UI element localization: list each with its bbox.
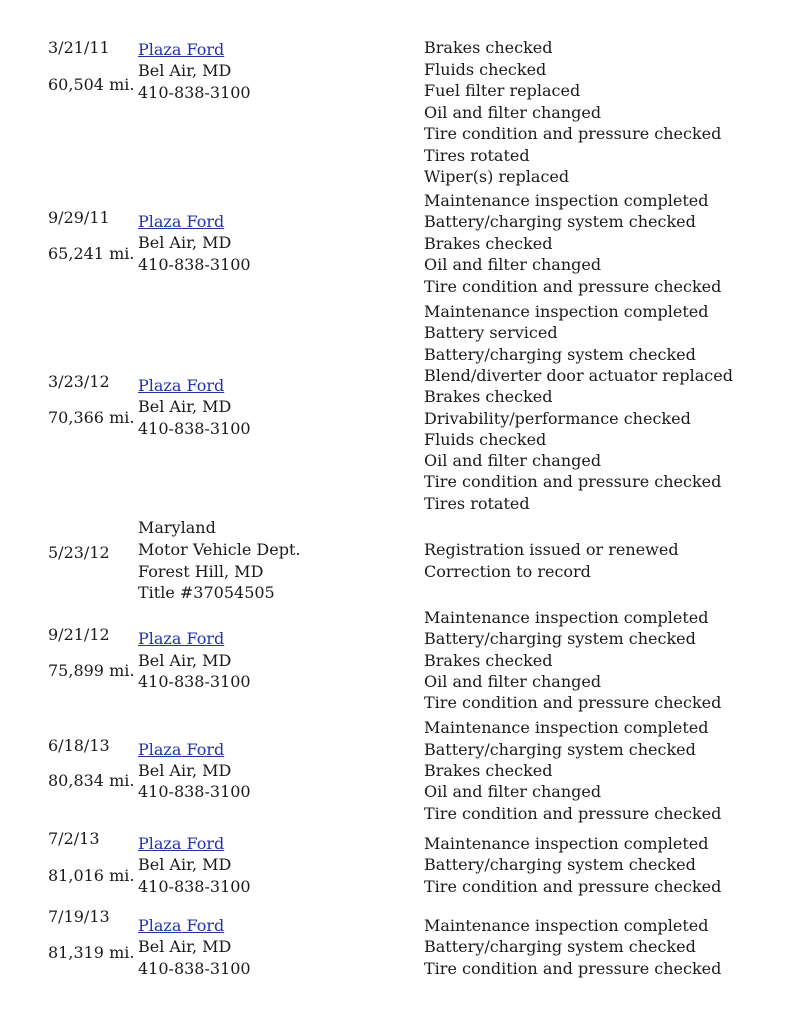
- record-date: 3/21/11: [48, 38, 110, 57]
- service-detail: Oil and filter changed: [424, 782, 602, 801]
- record-date: 7/19/13: [48, 907, 110, 926]
- service-detail: Tire condition and pressure checked: [424, 693, 722, 712]
- service-detail: Tire condition and pressure checked: [424, 959, 722, 978]
- service-detail: Registration issued or renewed: [424, 540, 679, 559]
- dealer-link[interactable]: Plaza Ford: [138, 40, 225, 59]
- source-name: Motor Vehicle Dept.: [138, 540, 301, 559]
- service-detail: Tire condition and pressure checked: [424, 472, 722, 491]
- service-detail: Wiper(s) replaced: [424, 167, 570, 186]
- service-detail: Battery/charging system checked: [424, 855, 696, 874]
- record-date: 9/21/12: [48, 625, 110, 644]
- service-detail: Maintenance inspection completed: [424, 718, 709, 737]
- source-phone: 410-838-3100: [138, 255, 251, 274]
- service-detail: Battery/charging system checked: [424, 740, 696, 759]
- dealer-link[interactable]: Plaza Ford: [138, 834, 225, 853]
- record-date: 3/23/12: [48, 372, 110, 391]
- source-phone: 410-838-3100: [138, 959, 251, 978]
- service-detail: Battery/charging system checked: [424, 212, 696, 231]
- service-detail: Battery/charging system checked: [424, 345, 696, 364]
- record-mileage: 75,899 mi.: [48, 661, 135, 680]
- service-detail: Blend/diverter door actuator replaced: [424, 366, 733, 385]
- service-detail: Oil and filter changed: [424, 103, 602, 122]
- service-detail: Oil and filter changed: [424, 255, 602, 274]
- source-location: Bel Air, MD: [138, 397, 232, 416]
- dealer-link[interactable]: Plaza Ford: [138, 629, 225, 648]
- source-phone: 410-838-3100: [138, 782, 251, 801]
- record-date: 9/29/11: [48, 208, 110, 227]
- service-detail: Battery/charging system checked: [424, 937, 696, 956]
- source-phone: 410-838-3100: [138, 877, 251, 896]
- service-detail: Tires rotated: [424, 494, 530, 513]
- service-detail: Tire condition and pressure checked: [424, 124, 722, 143]
- service-detail: Brakes checked: [424, 38, 553, 57]
- source-phone: 410-838-3100: [138, 672, 251, 691]
- service-detail: Correction to record: [424, 562, 591, 581]
- service-detail: Drivability/performance checked: [424, 409, 691, 428]
- source-location: Bel Air, MD: [138, 855, 232, 874]
- dealer-link[interactable]: Plaza Ford: [138, 740, 225, 759]
- service-detail: Brakes checked: [424, 651, 553, 670]
- title-number: Title #37054505: [138, 583, 275, 602]
- source-location: Bel Air, MD: [138, 937, 232, 956]
- service-detail: Tire condition and pressure checked: [424, 804, 722, 823]
- source-phone: 410-838-3100: [138, 83, 251, 102]
- service-detail: Fluids checked: [424, 430, 547, 449]
- service-detail: Oil and filter changed: [424, 672, 602, 691]
- service-detail: Brakes checked: [424, 387, 553, 406]
- service-detail: Tire condition and pressure checked: [424, 277, 722, 296]
- record-mileage: 81,319 mi.: [48, 943, 135, 962]
- record-date: 5/23/12: [48, 543, 110, 562]
- record-mileage: 60,504 mi.: [48, 75, 135, 94]
- service-detail: Maintenance inspection completed: [424, 302, 709, 321]
- service-detail: Brakes checked: [424, 761, 553, 780]
- service-detail: Brakes checked: [424, 234, 553, 253]
- service-detail: Battery serviced: [424, 323, 558, 342]
- dealer-link[interactable]: Plaza Ford: [138, 376, 225, 395]
- service-detail: Maintenance inspection completed: [424, 608, 709, 627]
- source-location: Bel Air, MD: [138, 61, 232, 80]
- source-location: Forest Hill, MD: [138, 562, 264, 581]
- service-detail: Battery/charging system checked: [424, 629, 696, 648]
- record-mileage: 70,366 mi.: [48, 408, 135, 427]
- dealer-link[interactable]: Plaza Ford: [138, 916, 225, 935]
- source-location: Bel Air, MD: [138, 651, 232, 670]
- service-detail: Fluids checked: [424, 60, 547, 79]
- record-mileage: 80,834 mi.: [48, 771, 135, 790]
- service-detail: Oil and filter changed: [424, 451, 602, 470]
- service-detail: Maintenance inspection completed: [424, 916, 709, 935]
- source-location: Bel Air, MD: [138, 233, 232, 252]
- source-name: Maryland: [138, 518, 216, 537]
- record-mileage: 81,016 mi.: [48, 866, 135, 885]
- service-detail: Maintenance inspection completed: [424, 191, 709, 210]
- source-location: Bel Air, MD: [138, 761, 232, 780]
- service-detail: Maintenance inspection completed: [424, 834, 709, 853]
- service-detail: Fuel filter replaced: [424, 81, 581, 100]
- record-mileage: 65,241 mi.: [48, 244, 135, 263]
- service-detail: Tires rotated: [424, 146, 530, 165]
- dealer-link[interactable]: Plaza Ford: [138, 212, 225, 231]
- source-phone: 410-838-3100: [138, 419, 251, 438]
- service-detail: Tire condition and pressure checked: [424, 877, 722, 896]
- record-date: 6/18/13: [48, 736, 110, 755]
- record-date: 7/2/13: [48, 829, 100, 848]
